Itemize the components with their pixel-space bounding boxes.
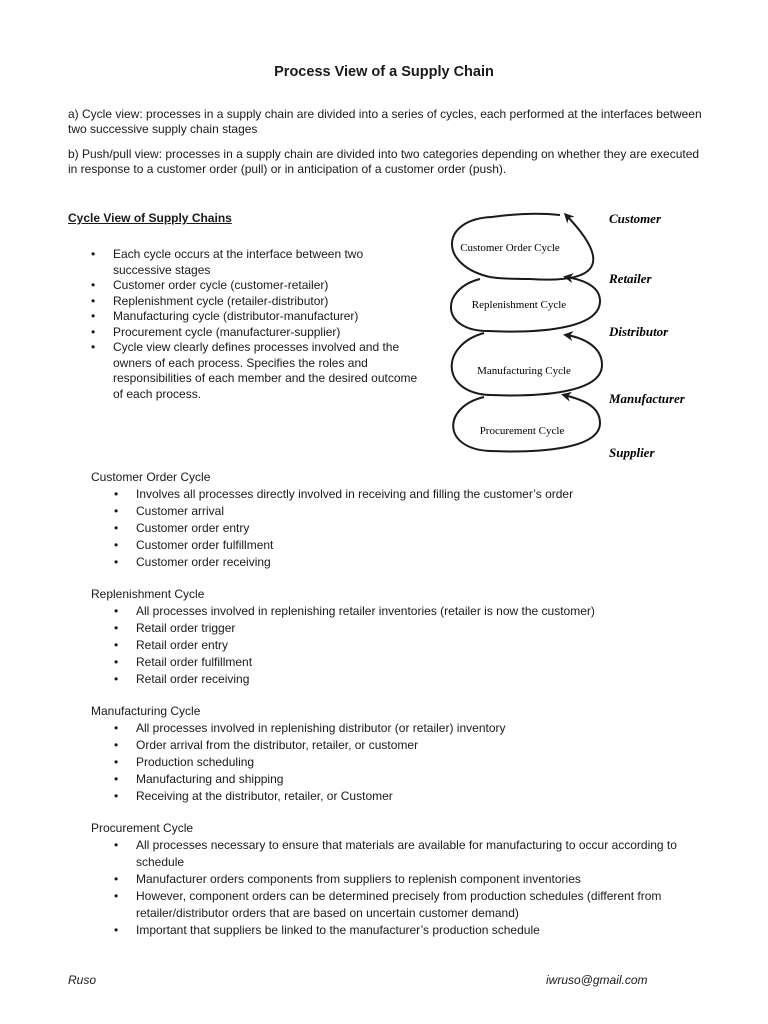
intro-cycle-view: a) Cycle view: processes in a supply chain are divided into a series of cycles, each performed at the interfaces between two successive supply chain stages [68, 107, 702, 136]
cycle-loop [490, 277, 530, 279]
section-title: Customer Order Cycle [91, 470, 211, 484]
stage-label: Supplier [609, 445, 655, 460]
list-item: • Manufacturing cycle (distributor-manufacturer) [113, 309, 418, 325]
stage-label: Distributor [609, 324, 669, 339]
stage-label: Manufacturer [609, 391, 685, 406]
list-item: • Order arrival from the distributor, retailer, or customer [136, 737, 721, 754]
cycle-loop [492, 214, 560, 217]
list-item: • Receiving at the distributor, retailer, or Customer [136, 788, 721, 805]
list-item: • Production scheduling [136, 754, 721, 771]
list-item: • However, component orders can be determined precisely from production schedules (different from retailer/distributor orders that are based on uncertain customer demand) [136, 888, 721, 922]
list-item: • Replenishment cycle (retailer-distributor) [113, 294, 418, 310]
procurement-cycle-section [91, 820, 721, 939]
list-item: • All processes involved in replenishing retailer inventories (retailer is now the customer) [136, 603, 721, 620]
stage-label: Retailer [609, 271, 652, 286]
list-item: • Retail order trigger [136, 620, 721, 637]
cycle-view-bullet-list [113, 247, 418, 402]
supply-chain-cycle-diagram [440, 205, 700, 465]
cycle-view-heading: Cycle View of Supply Chains [68, 211, 232, 225]
section-bullet-list [136, 603, 721, 688]
list-item: • Involves all processes directly involved in receiving and filling the customer’s order [136, 486, 721, 503]
section-title: Procurement Cycle [91, 821, 194, 835]
list-item: • Cycle view clearly defines processes involved and the owners of each process. Specifies the roles and responsibilities of each member and the desired outcome of each process. [113, 340, 418, 402]
footer-author: Ruso [68, 973, 97, 987]
customer-order-cycle-section [91, 469, 721, 571]
cycle-label: Customer Order Cycle [460, 242, 560, 254]
list-item: • Customer order entry [136, 520, 721, 537]
list-item: • Procurement cycle (manufacturer-supplier) [113, 325, 418, 341]
list-item: • All processes necessary to ensure that materials are available for manufacturing to occur according to schedule [136, 837, 721, 871]
section-bullet-list [136, 720, 721, 805]
footer-email: iwruso@gmail.com [546, 973, 648, 987]
cycle-label: Manufacturing Cycle [477, 365, 571, 377]
list-item: • Retail order fulfillment [136, 654, 721, 671]
list-item: • Customer order fulfillment [136, 537, 721, 554]
cycle-label: Replenishment Cycle [471, 299, 567, 311]
section-bullet-list [136, 837, 721, 939]
intro-push-pull-view: b) Push/pull view: processes in a supply chain are divided into two categories depending on whether they are executed in response to a customer order (pull) or in anticipation of a customer order (push). [68, 147, 700, 176]
list-item: • Customer order cycle (customer-retailer) [113, 278, 418, 294]
list-item: • Retail order receiving [136, 671, 721, 688]
list-item: • Customer order receiving [136, 554, 721, 571]
list-item: • Manufacturer orders components from suppliers to replenish component inventories [136, 871, 721, 888]
section-bullet-list [136, 486, 721, 571]
list-item: • Retail order entry [136, 637, 721, 654]
replenishment-cycle-section [91, 586, 721, 688]
section-title: Replenishment Cycle [91, 587, 205, 601]
list-item: • Each cycle occurs at the interface between two successive stages [113, 247, 418, 278]
section-title: Manufacturing Cycle [91, 704, 201, 718]
list-item: • Important that suppliers be linked to the manufacturer’s production schedule [136, 922, 721, 939]
cycle-loop [453, 395, 600, 451]
list-item: • Manufacturing and shipping [136, 771, 721, 788]
stage-label: Customer [609, 211, 662, 226]
page-title: Process View of a Supply Chain [274, 64, 494, 80]
manufacturing-cycle-section [91, 703, 721, 805]
cycle-label: Procurement Cycle [479, 425, 565, 437]
list-item: • Customer arrival [136, 503, 721, 520]
list-item: • All processes involved in replenishing distributor (or retailer) inventory [136, 720, 721, 737]
